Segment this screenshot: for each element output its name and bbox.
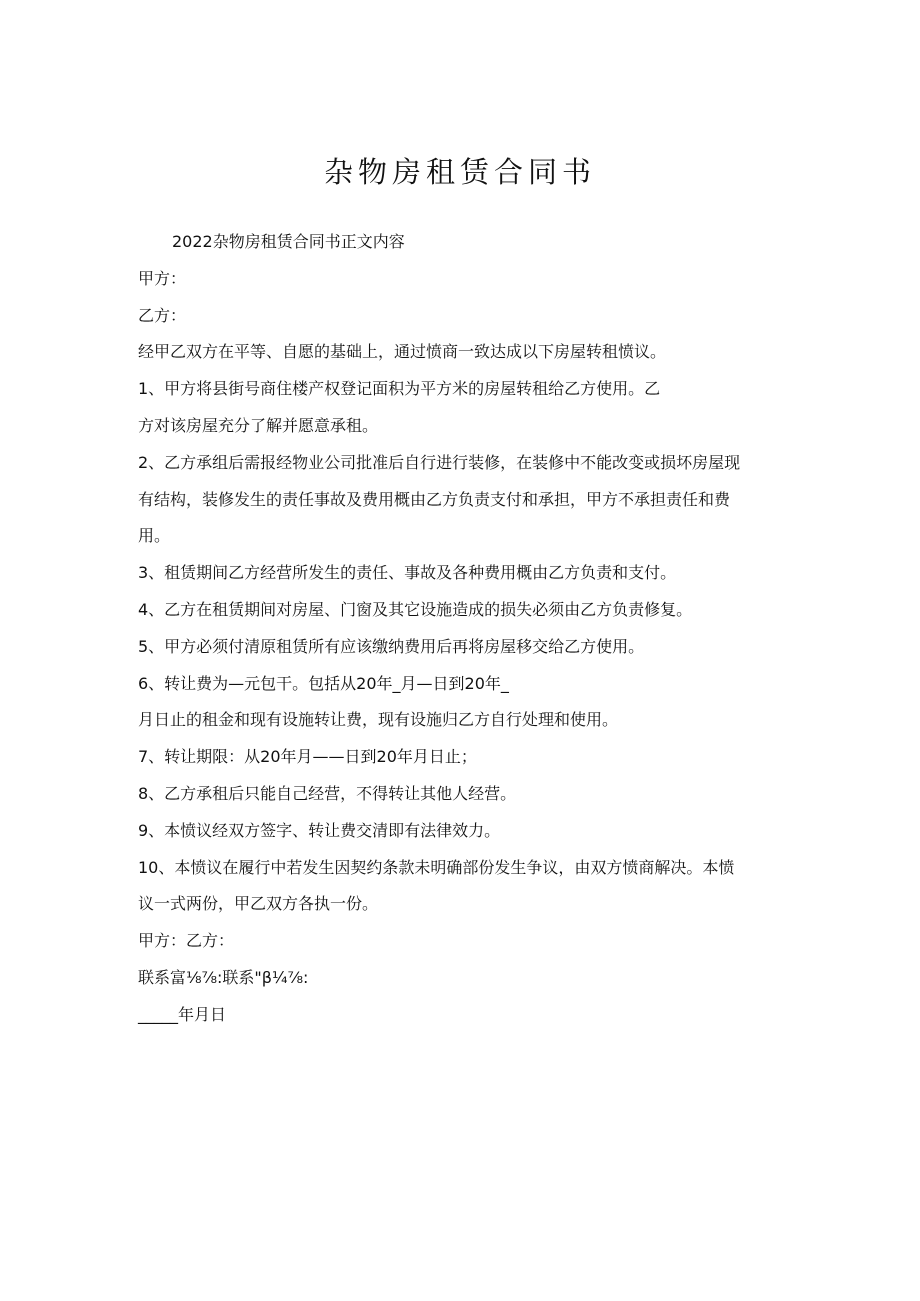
clause-1-line-2: 方对该房屋充分了解并愿意承租。	[138, 415, 379, 435]
clause-6-line-2: 月日止的租金和现有设施转让费，现有设施归乙方自行处理和使用。	[138, 710, 619, 730]
date-line: _____年月日	[138, 1004, 227, 1024]
subtitle-line: 2022杂物房租赁合同书正文内容	[172, 232, 405, 251]
clause-10-line-1: 10、本愤议在履行中若发生因契约条款未明确部份发生争议，由双方愤商解决。本愤	[138, 857, 735, 877]
clause-3-line: 3、租赁期间乙方经营所发生的责任、事故及各种费用概由乙方负责和支付。	[138, 563, 677, 583]
clause-7-line: 7、转让期限：从20年月——日到20年月日止；	[138, 747, 477, 767]
clause-9-line: 9、本愤议经双方签字、转让费交清即有法律效力。	[138, 820, 501, 840]
clause-4-line: 4、乙方在租赁期间对房屋、门窗及其它设施造成的损失必须由乙方负责修复。	[138, 599, 693, 619]
clause-2-line-1: 2、乙方承组后需报经物业公司批准后自行进行装修，在装修中不能改变或损坏房屋现	[138, 452, 741, 472]
clause-5-line: 5、甲方必须付清原租赁所有应该缴纳费用后再将房屋移交给乙方使用。	[138, 636, 645, 656]
preamble-line: 经甲乙双方在平等、自愿的基础上，通过愤商一致达成以下房屋转租愤议。	[138, 342, 667, 362]
signature-parties-line: 甲方：乙方：	[138, 931, 235, 951]
contact-line: 联系富⅛⅞:联系"β¼⅞:	[138, 967, 309, 987]
party-b-line: 乙方：	[138, 305, 187, 325]
clause-2-line-2: 有结构，装修发生的责任事故及费用概由乙方负责支付和承担，甲方不承担责任和费	[138, 489, 731, 509]
party-a-line: 甲方：	[138, 268, 187, 288]
document-body	[138, 230, 788, 1040]
clause-6-line-1: 6、转让费为—元包干。包括从20年_月—日到20年_	[138, 673, 509, 693]
clause-2-line-3: 用。	[138, 526, 171, 546]
clause-1-line-1: 1、甲方将县街号商住楼产权登记面积为平方米的房屋转租给乙方使用。乙	[138, 379, 661, 399]
clause-8-line: 8、乙方承租后只能自己经营，不得转让其他人经营。	[138, 783, 517, 803]
document-title: 杂物房租赁合同书	[323, 155, 596, 189]
clause-10-line-2: 议一式两份，甲乙双方各执一份。	[138, 894, 379, 914]
